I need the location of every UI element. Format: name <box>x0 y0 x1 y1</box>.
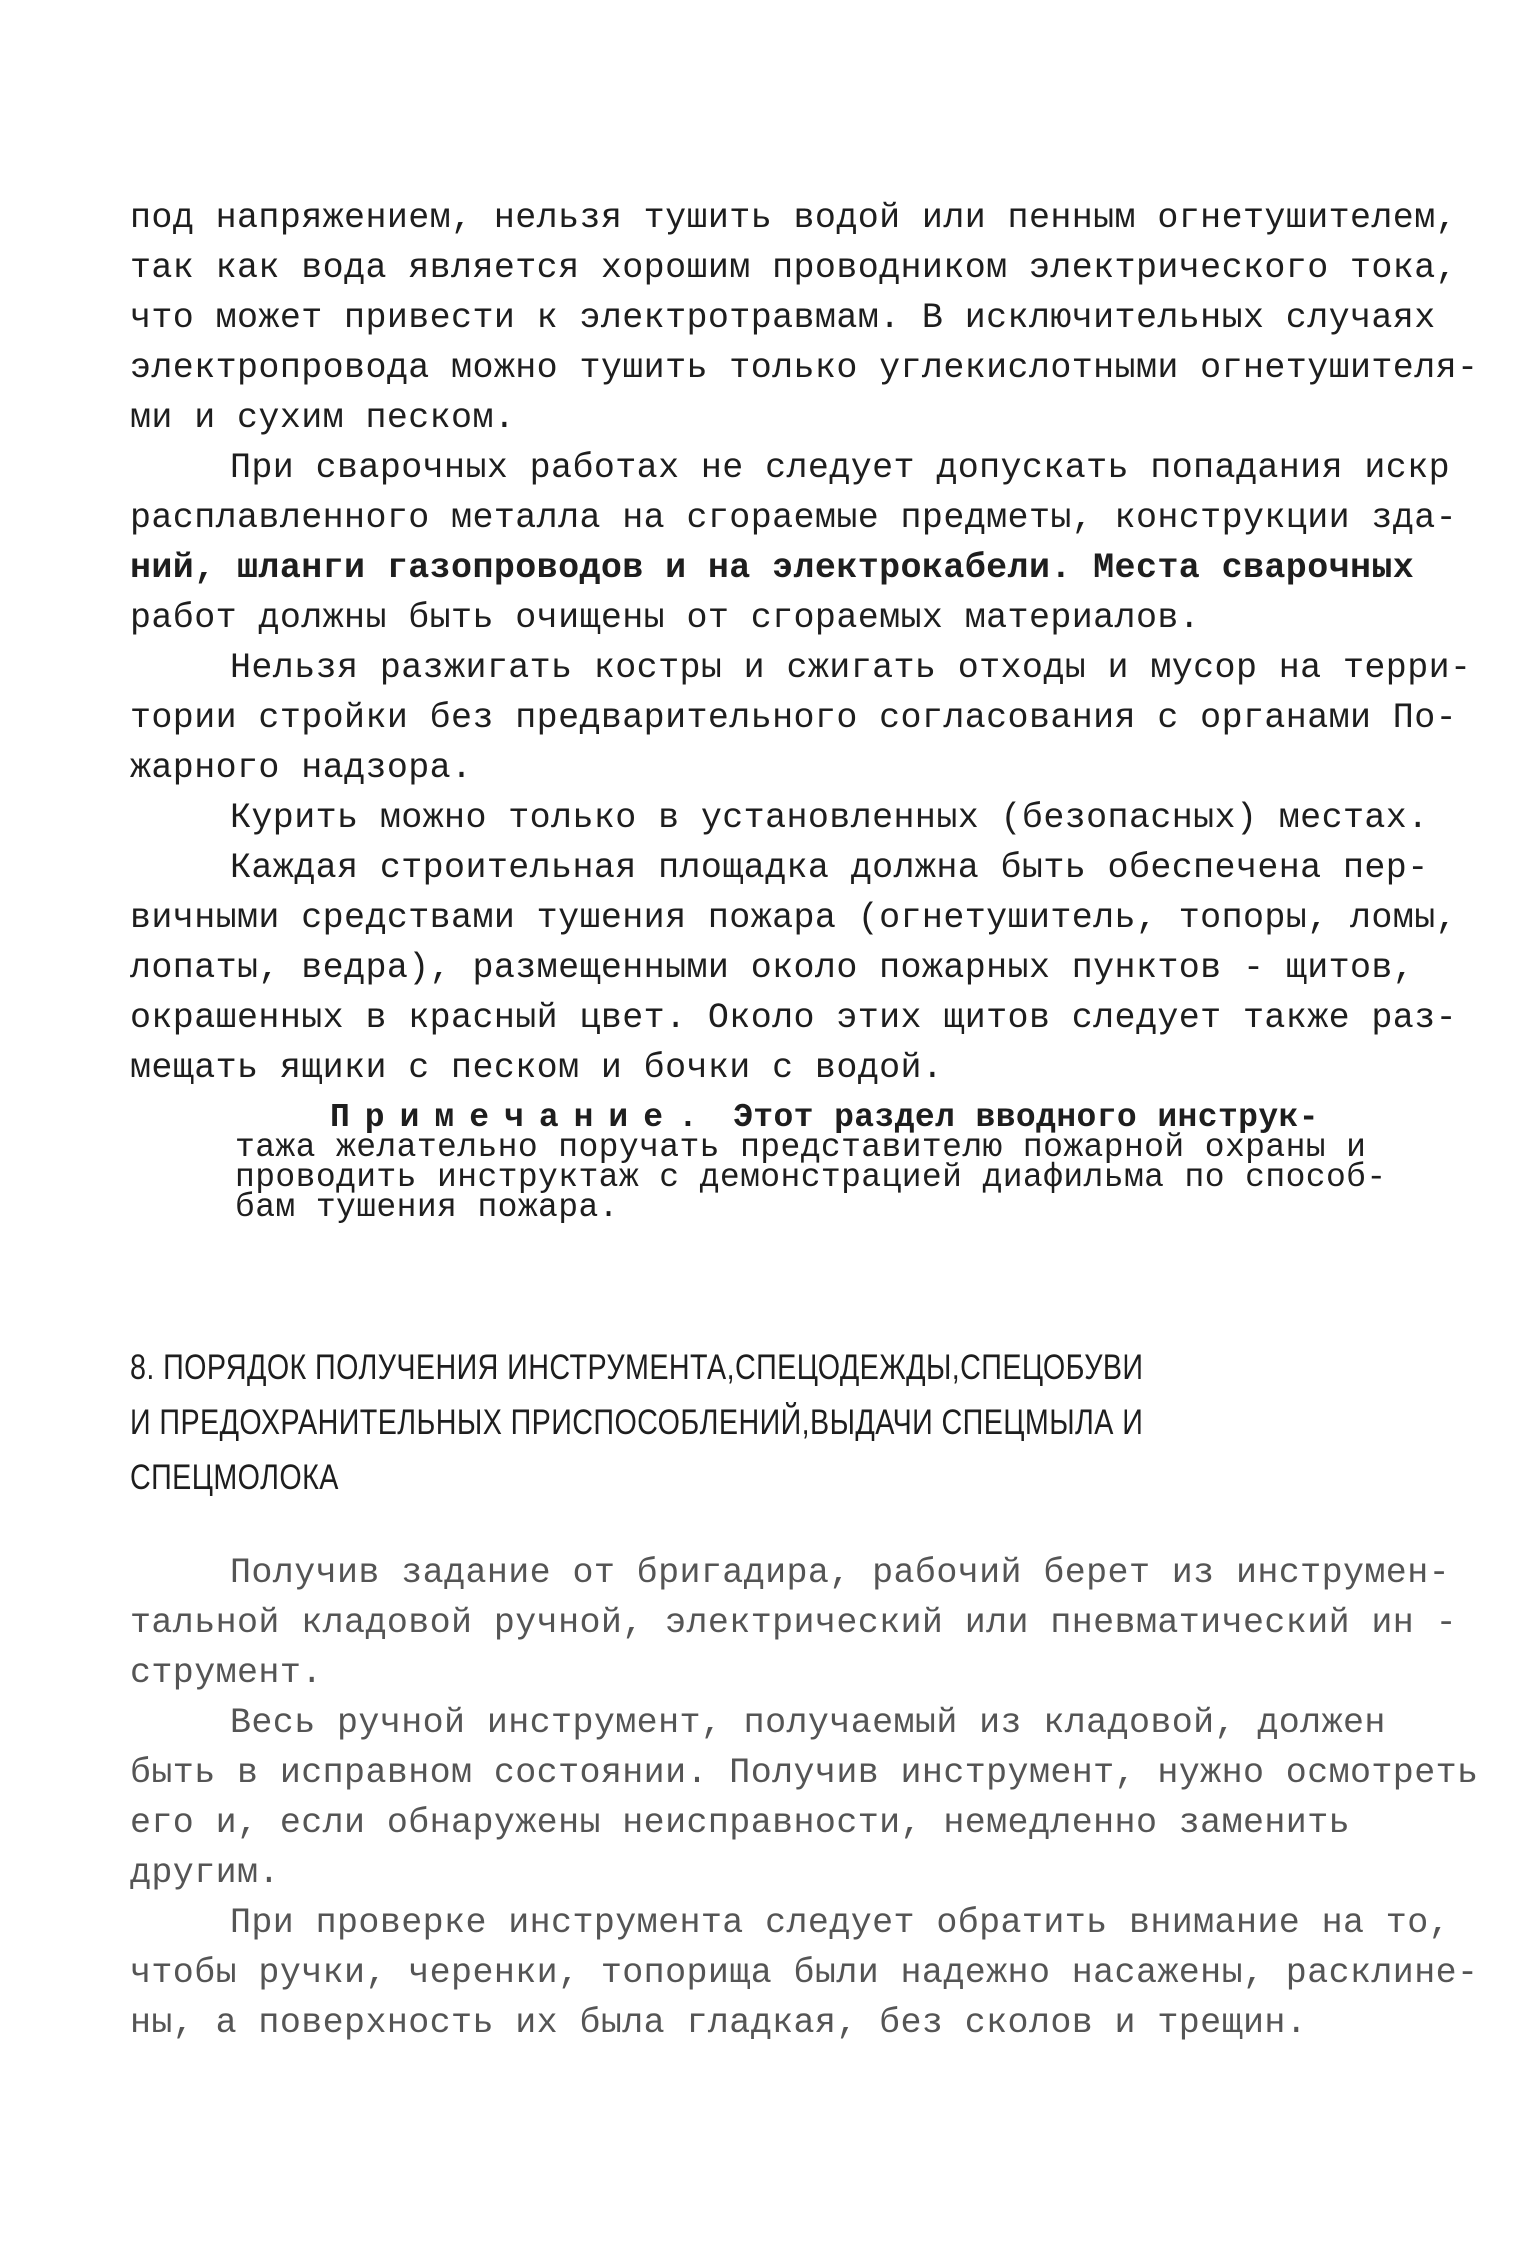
note-line: бам тушения пожара. <box>235 1189 619 1226</box>
section-heading-line: 8. ПОРЯДОК ПОЛУЧЕНИЯ ИНСТРУМЕНТА,СПЕЦОДЕЖДЫ,СПЕЦОБУВИ <box>130 1348 1144 1387</box>
text-line: расплавленного металла на сгораемые предметы, конструкции зда- <box>130 498 1458 538</box>
text-line: ны, а поверхность их была гладкая, без сколов и трещин. <box>130 2003 1308 2043</box>
paragraph-first-line: При сварочных работах не следует допускать попадания искр <box>230 448 1450 488</box>
text-line: что может привести к электротравмам. В исключительных случаях <box>130 298 1436 338</box>
text-line: вичными средствами тушения пожара (огнетушитель, топоры, ломы, <box>130 898 1458 938</box>
paragraph-first-line: Нельзя разжигать костры и сжигать отходы и мусор на терри- <box>230 648 1472 688</box>
paragraph-first-line: При проверке инструмента следует обратить внимание на то, <box>230 1903 1450 1943</box>
note-line: проводить инструктаж с демонстрацией диафильма по способ- <box>235 1159 1387 1196</box>
note-text: Этот раздел вводного инструк- <box>733 1099 1319 1136</box>
text-line: электропровода можно тушить только углекислотными огнетушителя- <box>130 348 1479 388</box>
text-line: так как вода является хорошим проводником электрического тока, <box>130 248 1458 288</box>
paragraph-first-line: Получив задание от бригадира, рабочий берет из инструмен- <box>230 1553 1450 1593</box>
note-label: Примечание. <box>330 1099 713 1136</box>
text-line: струмент. <box>130 1653 323 1693</box>
paragraph-first-line: Каждая строительная площадка должна быть обеспечена пер- <box>230 848 1429 888</box>
text-line: чтобы ручки, черенки, топорища были надежно насажены, расклине- <box>130 1953 1479 1993</box>
text-line: тальной кладовой ручной, электрический или пневматический ин - <box>130 1603 1458 1643</box>
text-line: под напряжением, нельзя тушить водой или пенным огнетушителем, <box>130 198 1458 238</box>
paragraph-first-line: Курить можно только в установленных (безопасных) местах. <box>230 798 1429 838</box>
text-line: его и, если обнаружены неисправности, немедленно заменить <box>130 1803 1350 1843</box>
section-heading-line: СПЕЦМОЛОКА <box>130 1458 339 1497</box>
text-line: ний, шланги газопроводов и на электрокабели. Места сварочных <box>130 548 1415 588</box>
text-line: работ должны быть очищены от сгораемых материалов. <box>130 598 1201 638</box>
paragraph-first-line: Весь ручной инструмент, получаемый из кладовой, должен <box>230 1703 1386 1743</box>
text-line: лопаты, ведра), размещенными около пожарных пунктов - щитов, <box>130 948 1415 988</box>
section-heading-line: И ПРЕДОХРАНИТЕЛЬНЫХ ПРИСПОСОБЛЕНИЙ,ВЫДАЧИ СПЕЦМЫЛА И <box>130 1403 1144 1442</box>
text-line: другим. <box>130 1853 280 1893</box>
text-line: ми и сухим песком. <box>130 398 516 438</box>
text-line: окрашенных в красный цвет. Около этих щитов следует также раз- <box>130 998 1458 1038</box>
text-line: тории стройки без предварительного согласования с органами По- <box>130 698 1458 738</box>
text-line: мещать ящики с песком и бочки с водой. <box>130 1048 944 1088</box>
text-line: быть в исправном состоянии. Получив инструмент, нужно осмотреть <box>130 1753 1479 1793</box>
text-line: жарного надзора. <box>130 748 473 788</box>
note-line: тажа желательно поручать представителю пожарной охраны и <box>235 1129 1367 1166</box>
